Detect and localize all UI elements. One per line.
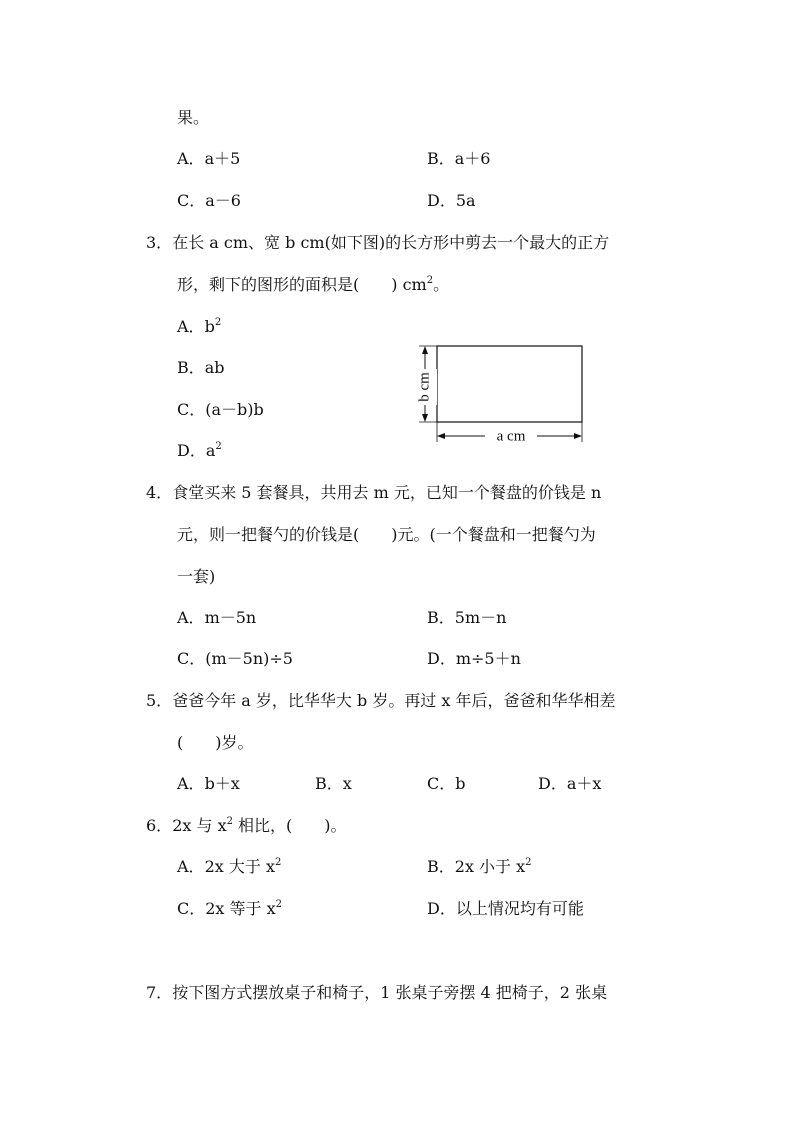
q4-option-b: B．5m－n bbox=[427, 608, 507, 627]
q3-stem-line2: 形，剩下的图形的面积是( ) $cm^2$。 bbox=[177, 275, 450, 294]
q2-option-a: A．a＋5 bbox=[177, 149, 241, 168]
q5-stem-line1: 5．爸爸今年 a 岁，比华华大 b 岁。再过 x 年后，爸爸和华华相差 bbox=[146, 691, 616, 710]
q5-option-d: D．a＋x bbox=[538, 774, 602, 793]
q3-option-b: B．ab bbox=[177, 358, 225, 377]
q3-stem-line1: 3．在长 a cm、宽 b cm(如下图)的长方形中剪去一个最大的正方 bbox=[146, 233, 610, 252]
q6-stem: 6．2x 与 $x^2$ 相比，( )。 bbox=[146, 816, 347, 835]
q5-option-c: C．b bbox=[427, 774, 466, 793]
q4-option-c: C．(m－5n)÷5 bbox=[177, 649, 293, 668]
q4-stem-line3: 一套) bbox=[177, 567, 216, 586]
q4-option-d: D．m÷5＋n bbox=[427, 649, 521, 668]
q2-option-d: D．5a bbox=[427, 191, 476, 210]
q2-option-c: C．a－6 bbox=[177, 191, 241, 210]
q3-option-a: A．$b^2$ bbox=[177, 317, 222, 336]
q2-option-b: B．a＋6 bbox=[427, 149, 491, 168]
width-arrow-right bbox=[574, 433, 582, 439]
q2-continuation: 果。 bbox=[177, 108, 210, 127]
height-label: b cm bbox=[416, 372, 433, 402]
height-arrow-top bbox=[422, 346, 428, 354]
q6-option-c: C．2x 等于 $x^2$ bbox=[177, 899, 283, 918]
q5-option-b: B．x bbox=[315, 774, 352, 793]
width-arrow-left bbox=[437, 433, 445, 439]
q3-option-c: C．(a－b)b bbox=[177, 400, 264, 419]
q6-option-d: D．以上情况均有可能 bbox=[427, 899, 584, 918]
q3-option-d: D．$a^2$ bbox=[177, 441, 222, 460]
q5-stem-line2: ( )岁。 bbox=[177, 733, 254, 752]
rectangle-shape bbox=[437, 346, 582, 422]
q4-stem-line1: 4．食堂买来 5 套餐具，共用去 m 元，已知一个餐盘的价钱是 n bbox=[146, 483, 602, 502]
q5-option-a: A．b＋x bbox=[177, 774, 240, 793]
q6-option-b: B．2x 小于 $x^2$ bbox=[427, 857, 532, 876]
rectangle-figure bbox=[405, 338, 595, 450]
height-arrow-bottom bbox=[422, 414, 428, 422]
q4-option-a: A．m－5n bbox=[177, 608, 257, 627]
q4-stem-line2: 元，则一把餐勺的价钱是( )元。(一个餐盘和一把餐勺为 bbox=[177, 525, 596, 544]
width-label: a cm bbox=[496, 428, 526, 445]
q7-stem-line1: 7．按下图方式摆放桌子和椅子，1 张桌子旁摆 4 把椅子，2 张桌 bbox=[146, 983, 608, 1002]
q6-option-a: A．2x 大于 $x^2$ bbox=[177, 857, 282, 876]
